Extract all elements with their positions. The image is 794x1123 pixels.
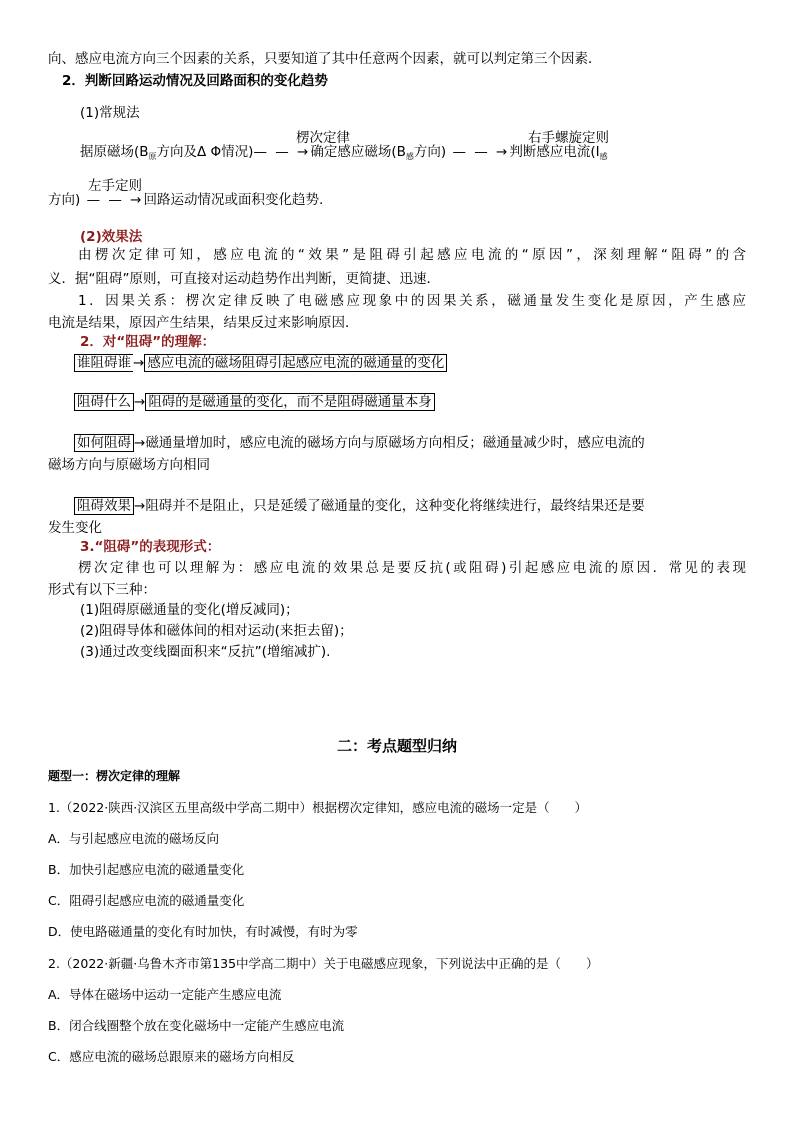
question-option: C．阻碍引起感应电流的磁通量变化 [48,893,245,908]
question-option: A．与引起感应电流的磁场反向 [48,831,220,846]
hinder-box-text: 阻碍并不是阻止，只是延缓了磁通量的变化，这种变化将继续进行，最终结果还是要 [145,498,645,514]
question-stem: 1.（2022·陕西·汉滨区五里高级中学高二期中）根据楞次定律知，感应电流的磁场一定是（ ） [48,800,588,815]
arrow-icon: → [134,394,146,410]
arrow-icon: — — → [253,144,311,160]
question-option: C．感应电流的磁场总跟原来的磁场方向相反 [48,1049,295,1064]
arrow-label: 右手螺旋定则 [528,130,609,146]
flow-sub: 原 [148,152,157,161]
flow-text: 方向) [48,192,81,208]
section-heading: 二：考点题型归纳 [336,737,457,755]
section-subtitle: 2．对“阻碍”的理解： [80,334,216,350]
hinder-box-label: 阻碍效果 [74,497,134,515]
list-item: (2)阻碍导体和磁体间的相对运动(来拒去留)； [80,623,353,639]
hinder-box-text: 阻碍的是磁通量的变化，而不是阻碍磁通量本身 [145,393,435,411]
flow-text: 判断感应电流(I [509,144,600,160]
hinder-box-row [74,354,447,372]
question-type-title: 题型一：楞次定律的理解 [48,769,181,783]
hinder-box-text: 感应电流的磁场阻碍引起感应电流的磁通量的变化 [144,354,447,372]
arrow-label: 楞次定律 [296,130,350,146]
flow-line-2 [48,190,746,210]
question-option: B．加快引起感应电流的磁通量变化 [48,862,245,877]
flow-sub: 感 [599,152,608,161]
arrow-icon: → [133,355,145,371]
paragraph-line: 楞次定律也可以理解为：感应电流的效果总是要反抗(或阻碍)引起感应电流的原因．常见的表现 [78,560,746,576]
flow-text: 据原磁场(B [80,144,149,160]
method-label: (2)效果法 [80,229,143,245]
hinder-box-row [74,434,746,452]
paragraph-line: 义．据“阻碍”原则，可直接对运动趋势作出判断，更简捷、迅速． [48,271,440,287]
question-stem: 2.（2022·新疆·乌鲁木齐市第135中学高二期中）关于电磁感应现象，下列说法中正确的是（ ） [48,956,599,971]
arrow-icon: — — → [446,144,510,160]
paragraph-line: 1．因果关系：楞次定律反映了电磁感应现象中的因果关系，磁通量发生变化是原因，产生感应 [78,293,746,309]
paragraph-line: 电流是结果，原因产生结果，结果反过来影响原因． [48,315,359,331]
arrow-icon: — — → [80,192,144,208]
arrow-label: 左手定则 [88,178,142,194]
flow-text: 方向及Δ Φ情况) [156,144,254,160]
flow-text: 方向) [413,144,447,160]
paragraph-line: 磁场方向与原磁场方向相同 [48,457,210,473]
hinder-box-label: 如何阻碍 [74,434,134,452]
arrow-icon: → [134,435,146,451]
question-option: A．导体在磁场中运动一定能产生感应电流 [48,987,282,1002]
paragraph-line: 发生变化 [48,520,102,536]
list-item: (3)通过改变线圈面积来“反抗”(增缩减扩). [80,644,331,660]
hinder-box-row [74,497,746,515]
method-label: (1)常规法 [80,105,140,121]
flow-line-1 [80,142,746,167]
paragraph-line: 形式有以下三种： [48,582,156,598]
flow-text: 回路运动情况或面积变化趋势. [143,192,324,208]
list-item: (1)阻碍原磁通量的变化(增反减同)； [80,602,299,618]
question-option: B．闭合线圈整个放在变化磁场中一定能产生感应电流 [48,1018,345,1033]
section-subtitle: 2．判断回路运动情况及回路面积的变化趋势 [62,73,328,89]
hinder-box-row [74,393,435,411]
arrow-icon: → [134,498,146,514]
paragraph-line: 由楞次定律可知，感应电流的“效果”是阻碍引起感应电流的“原因”，深刻理解“阻碍”的含 [78,247,746,263]
section-subtitle: 3.“阻碍”的表现形式： [80,539,221,555]
question-option: D．使电路磁通量的变化有时加快，有时减慢，有时为零 [48,924,358,939]
hinder-box-label: 阻碍什么 [74,393,134,411]
hinder-box-text: 磁通量增加时，感应电流的磁场方向与原磁场方向相反；磁通量减少时，感应电流的 [145,435,645,451]
paragraph-line: 向、感应电流方向三个因素的关系，只要知道了其中任意两个因素，就可以判定第三个因素． [48,51,602,67]
hinder-box-label: 谁阻碍谁 [74,354,133,372]
flow-sub: 感 [405,152,414,161]
flow-text: 确定感应磁场(B [310,144,406,160]
